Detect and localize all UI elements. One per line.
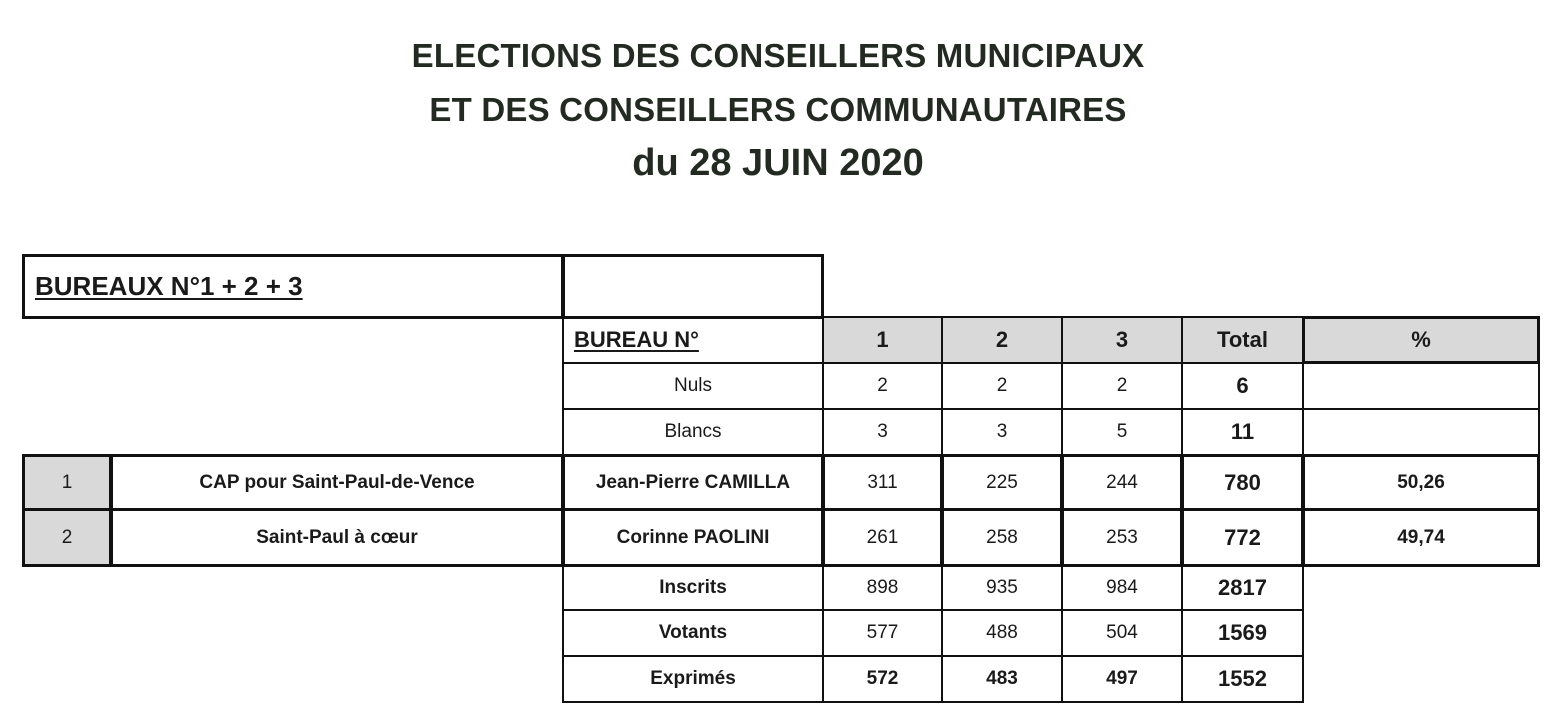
inscrits-value-1: 898 [822, 565, 943, 611]
nuls-value-1: 2 [822, 362, 943, 410]
col-header-total: Total [1181, 316, 1304, 364]
bureaux-heading-box [22, 254, 564, 319]
exprimes-total: 1552 [1181, 655, 1304, 703]
title-line-1: ELECTIONS DES CONSEILLERS MUNICIPAUX [411, 37, 1145, 74]
col-header-3: 3 [1061, 316, 1183, 364]
list2-value-2: 258 [941, 508, 1063, 567]
nuls-percent [1302, 362, 1540, 410]
blancs-total: 11 [1181, 408, 1304, 456]
exprimes-value-1: 572 [822, 655, 943, 703]
list1-total: 780 [1181, 454, 1304, 511]
list1-value-3: 244 [1061, 454, 1183, 511]
blancs-value-2: 3 [941, 408, 1063, 456]
nuls-total: 6 [1181, 362, 1304, 410]
list2-total: 772 [1181, 508, 1304, 567]
blancs-label: Blancs [562, 408, 824, 456]
title-line-2: ET DES CONSEILLERS COMMUNAUTAIRES [429, 91, 1127, 128]
list2-percent: 49,74 [1302, 508, 1540, 567]
list1-value-2: 225 [941, 454, 1063, 511]
col-header-percent: % [1302, 316, 1540, 364]
bureau-label-cell [562, 316, 824, 364]
votants-label: Votants [562, 609, 824, 657]
title-line-3: du 28 JUIN 2020 [632, 142, 924, 184]
blancs-value-3: 5 [1061, 408, 1183, 456]
list2-value-1: 261 [822, 508, 943, 567]
nuls-value-3: 2 [1061, 362, 1183, 410]
bureau-label: BUREAU N° [574, 327, 699, 352]
votants-value-3: 504 [1061, 609, 1183, 657]
nuls-value-2: 2 [941, 362, 1063, 410]
col-header-1: 1 [822, 316, 943, 364]
votants-total: 1569 [1181, 609, 1304, 657]
blancs-percent [1302, 408, 1540, 456]
inscrits-value-2: 935 [941, 565, 1063, 611]
votants-value-2: 488 [941, 609, 1063, 657]
exprimes-value-2: 483 [941, 655, 1063, 703]
empty-header-box [562, 254, 824, 319]
inscrits-total: 2817 [1181, 565, 1304, 611]
votants-value-1: 577 [822, 609, 943, 657]
candidate-2: Corinne PAOLINI [562, 508, 824, 567]
inscrits-value-3: 984 [1061, 565, 1183, 611]
inscrits-label: Inscrits [562, 565, 824, 611]
list-name-2: Saint-Paul à cœur [110, 508, 564, 567]
blancs-value-1: 3 [822, 408, 943, 456]
list1-value-1: 311 [822, 454, 943, 511]
list1-percent: 50,26 [1302, 454, 1540, 511]
exprimes-value-3: 497 [1061, 655, 1183, 703]
exprimes-label: Exprimés [562, 655, 824, 703]
nuls-label: Nuls [562, 362, 824, 410]
candidate-1: Jean-Pierre CAMILLA [562, 454, 824, 511]
list-number-2: 2 [22, 508, 112, 567]
col-header-2: 2 [941, 316, 1063, 364]
list-name-1: CAP pour Saint-Paul-de-Vence [110, 454, 564, 511]
list-number-1: 1 [22, 454, 112, 511]
list2-value-3: 253 [1061, 508, 1183, 567]
bureaux-heading: BUREAUX N°1 + 2 + 3 [35, 271, 303, 301]
